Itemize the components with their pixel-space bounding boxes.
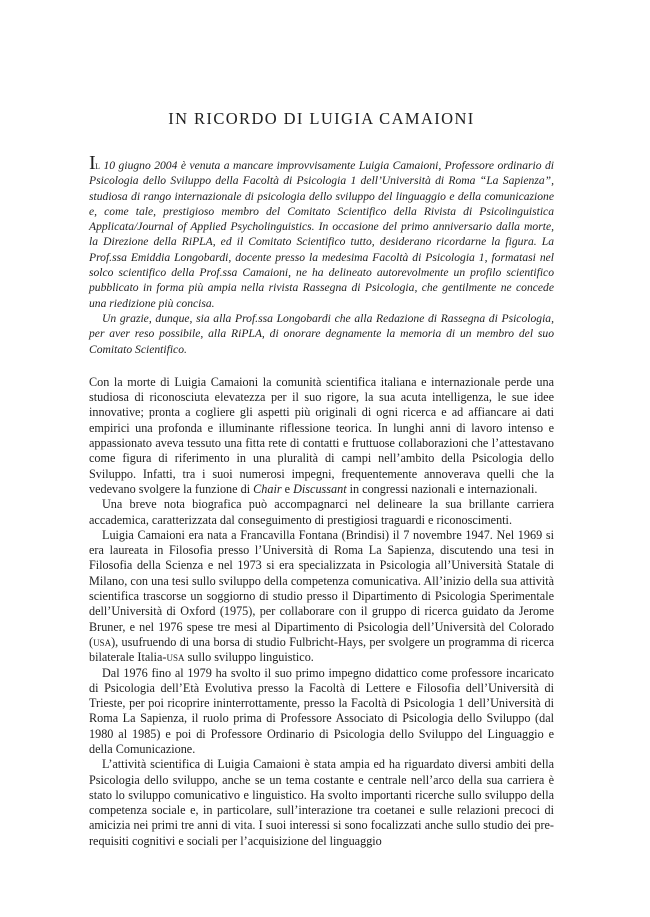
body-paragraph-5: L’attività scientifica di Luigia Camaioni è stata ampia ed ha riguardato diversi ambiti della Psicologia dello sviluppo, anche se un tema costante e centrale nell’arco della sua carriera è stato lo sviluppo comunicativo e linguistico. Ha svolto importanti ricerche sullo sviluppo della competenza sociale e, in particolare, sull’interazione tra coetanei e sulle relazioni precoci di amicizia nei primi tre anni di vita. I suoi interessi si sono focalizzati anche sullo studio dei pre-requisiti cognitivi e sociali per l’acquisizione del linguaggio	[89, 757, 554, 848]
usa-abbreviation: usa	[93, 634, 112, 649]
intro-paragraph-2: Un grazie, dunque, sia alla Prof.ssa Longobardi che alla Redazione di Rassegna di Psicologia, per aver reso possibile, alla RiPLA, di onorare degnamente la memoria di un membro del suo Comitato Scientifico.	[89, 311, 554, 356]
article-body	[89, 375, 554, 849]
intro-paragraph-1-text: 10 giugno 2004 è venuta a mancare improvvisamente Luigia Camaioni, Professore ordinario di Psicologia dello Sviluppo della Facoltà di Psicologia 1 dell’Università di Roma “La Sapienza”, studiosa di rango internazionale di psicologia dello sviluppo del linguaggio e della comunicazione e, come tale, prestigioso membro del Comitato Scientifico della Rivista di Psicolinguistica Applicata/Journal of Applied Psycholinguistics. In occasione del primo anniversario dalla morte, la Direzione della RiPLA, ed il Comitato Scientifico tutto, desiderano ricordarne la figura. La Prof.ssa Emiddia Longobardi, docente presso la medesima Facoltà di Psicologia 1, formatasi nel solco scientifico della Prof.ssa Camaioni, ne ha delineato autorevolmente un profilo scientifico pubblicato in forma più ampia nella rivista Rassegna di Psicologia, che gentilmente ne concede una riedizione più concisa.	[89, 159, 554, 310]
drop-cap-rest: l	[95, 158, 101, 172]
intro-paragraph-1	[89, 152, 554, 311]
conjunction: e	[281, 481, 294, 496]
page-title: IN RICORDO DI LUIGIA CAMAIONI	[168, 109, 475, 128]
editorial-introduction	[89, 152, 554, 357]
body-paragraph-3-text-a: Luigia Camaioni era nata a Francavilla Fontana (Brindisi) il 7 novembre 1947. Nel 1969 si era laureata in Filosofia presso l’Università di Roma La Sapienza, discutendo una tesi in Filosofia della Scienza e nel 1973 si era specializzata in Psicologia all’Università Statale di Milano, con una tesi sullo sviluppo della competenza comunicativa. All’inizio della sua attività scientifica trascorse un soggiorno di studio presso il Dipartimento di Psicologia Sperimentale dell’Università di Oxford (1975), per collaborare con il gruppo di ricerca guidato da Jerome Bruner, e nel 1976 spese tre mesi al Dipartimento di Psicologia dell’Università del Colorado (	[89, 527, 554, 649]
usa-abbreviation: usa	[166, 650, 185, 665]
body-paragraph-2: Una breve nota biografica può accompagnarci nel delineare la sua brillante carriera accademica, caratterizzata dal conseguimento di prestigiosi traguardi e riconoscimenti.	[89, 497, 554, 527]
drop-cap: I	[89, 152, 96, 174]
discussant-term: Discussant	[293, 481, 347, 496]
body-paragraph-1-text-a: Con la morte di Luigia Camaioni la comunità scientifica italiana e internazionale perde una studiosa di riconosciuta elevatezza per il suo rigore, la sua acuta intelligenza, le sue idee innovative; pronta a cogliere gli aspetti più originali di ogni ricerca e ad affiancare ai dati empirici una profonda e illuminante riflessione teorica. In lunghi anni di lavoro intenso e appassionato aveva tessuto una fitta rete di contatti e fruttuose collaborazioni che l’attestavano come figura di riferimento in una pluralità di campi nell’ambito della Psicologia dello Sviluppo. Infatti, tra i suoi numerosi impegni, frequentemente annoverava quelli che la vedevano svolgere la funzione di	[89, 374, 554, 496]
body-paragraph-3-text-b: ), usufruendo di una borsa di studio Fulbricht-Hays, per svolgere un programma di ricerca bilaterale Italia-	[89, 634, 554, 665]
body-paragraph-1-text-b: in congressi nazionali e internazionali.	[346, 481, 538, 496]
chair-term: Chair	[253, 481, 282, 496]
body-paragraph-3	[89, 528, 554, 666]
body-paragraph-3-text-c: sullo sviluppo linguistico.	[184, 650, 314, 665]
body-paragraph-1	[89, 375, 554, 497]
body-paragraph-4: Dal 1976 fino al 1979 ha svolto il suo primo impegno didattico come professore incaricato di Psicologia dell’Età Evolutiva presso la Facoltà di Lettere e Filosofia dell’Università di Trieste, per poi ricoprire ininterrottamente, presso la Facoltà di Psicologia 1 dell’Università di Roma La Sapienza, il ruolo prima di Professore Associato di Psicologia dello Sviluppo (dal 1980 al 1985) e poi di Professore Ordinario di Psicologia dello Sviluppo del Linguaggio e della Comunicazione.	[89, 665, 554, 756]
